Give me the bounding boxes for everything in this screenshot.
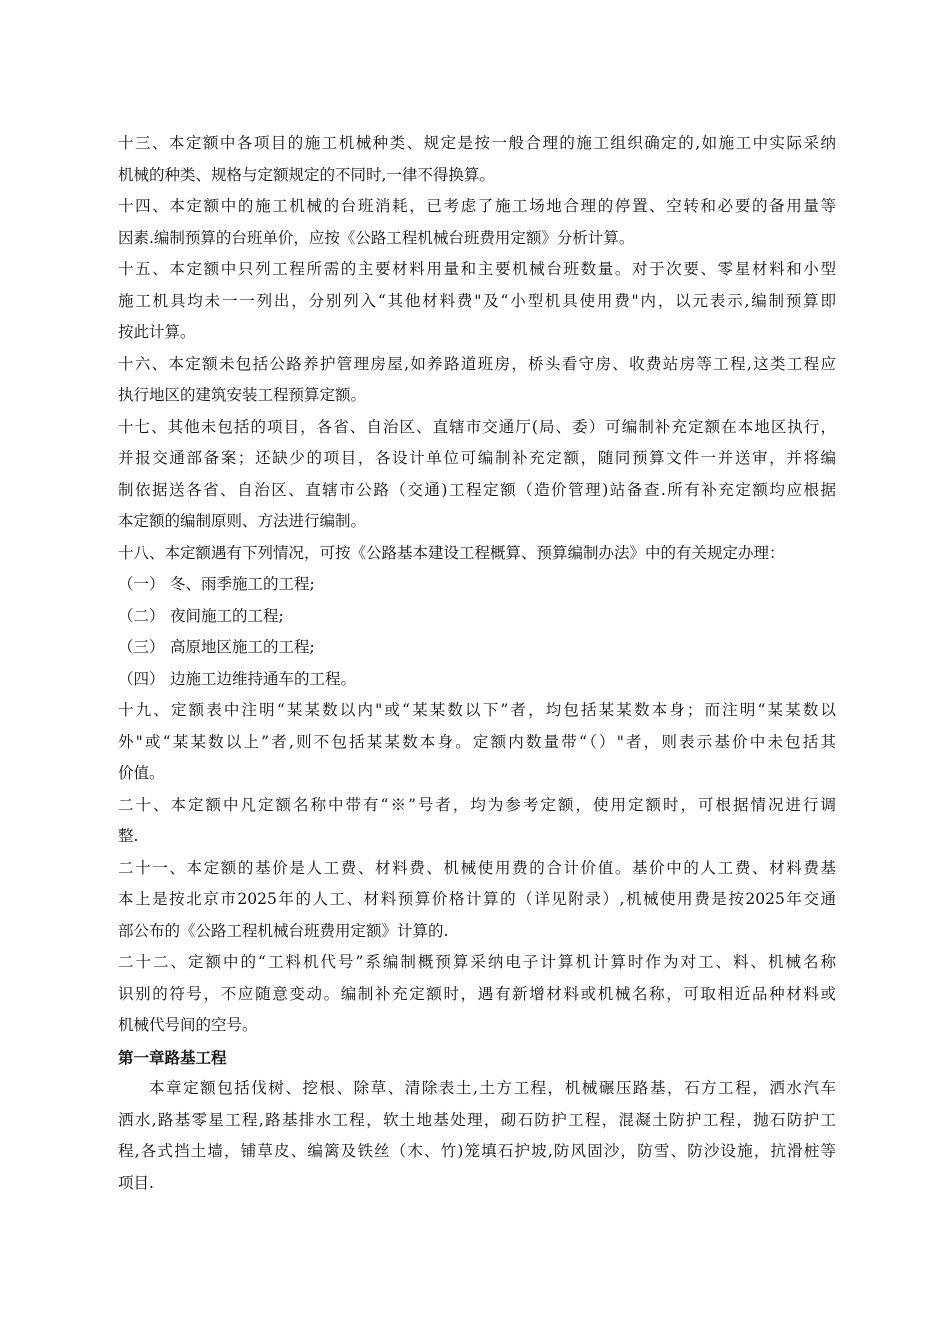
text-line: 洒水,路基零星工程,路基排水工程，软土地基处理，砌石防护工程，混凝土防护工程，抛石防护工 [118,1110,836,1129]
text-line: 部公布的《公路工程机械台班费用定额》计算的. [118,921,449,940]
list-item-number: （二） [118,606,165,625]
clause-16 [118,349,836,412]
text-line: 二十二、定额中的“工料机代号”系编制概预算采纳电子计算机计算时作为对工、料、机械名称 [118,953,836,971]
list-item-text: 冬、雨季施工的工程; [170,575,315,593]
text-line: 机械的种类、规格与定额规定的不同时,一律不得换算。 [118,165,495,184]
list-item [118,569,836,601]
text-line: 十八、本定额遇有下列情况，可按《公路基本建设工程概算、预算编制办法》中的有关规定办理： [118,543,785,562]
clause-18 [118,538,836,570]
list-item-number: （一） [118,575,165,593]
document-page [118,128,836,1199]
text-line: 本定额的编制原则、方法进行编制。 [118,512,367,530]
text-line: 本章定额包括伐树、挖根、除草、清除表土,土方工程，机械碾压路基，石方工程，洒水汽车 [149,1079,836,1097]
clause-15 [118,254,836,349]
text-line: 价值。 [118,764,165,782]
clause-21 [118,853,836,948]
text-line: 二十、本定额中凡定额名称中带有“※”号者，均为参考定额，使用定额时，可根据情况进行调 [118,795,836,814]
text-line: 程,各式挡土墙，铺草皮、编篱及铁丝（木、竹)笼填石护坡,防风固沙，防雪、防沙设施，抗滑桩等 [118,1142,836,1160]
text-line: 因素.编制预算的台班单价，应按《公路工程机械台班费用定额》分析计算。 [118,228,635,247]
list-item-text: 高原地区施工的工程; [170,638,315,656]
text-line: 十三、本定额中各项目的施工机械种类、规定是按一般合理的施工组织确定的,如施工中实际采纳 [118,134,836,152]
chapter-heading: 第一章路基工程 [118,1047,227,1067]
clause-20 [118,790,836,853]
text-line: 二十一、本定额的基价是人工费、材料费、机械使用费的合计价值。基价中的人工费、材料费基 [118,858,836,877]
text-line: 按此计算。 [118,323,196,341]
chapter-intro [118,1073,836,1199]
text-line: 整. [118,827,139,845]
list-item-number: （三） [118,638,165,656]
list-item-text: 边施工边维持通车的工程。 [170,669,357,688]
text-line: 并报交通部备案；还缺少的项目，各设计单位可编制补充定额，随同预算文件一并送审，并将编 [118,449,836,467]
text-line: 十四、本定额中的施工机械的台班消耗，已考虑了施工场地合理的停置、空转和必要的备用量等 [118,197,836,215]
list-item-text: 夜间施工的工程; [170,606,284,625]
clause-19 [118,695,836,790]
text-line: 施工机具均未一一列出，分别列入“其他材料费"及“小型机具使用费"内，以元表示,编制预算即 [118,291,836,310]
clause-14 [118,191,836,254]
text-line: 识别的符号，不应随意变动。编制补充定额时，遇有新增材料或机械名称，可取相近品种材料或 [118,984,836,1003]
clause-13 [118,128,836,191]
text-line: 外"或“某某数以上”者,则不包括某某数本身。定额内数量带“（）"者，则表示基价中未包括其 [118,732,836,751]
text-line: 制依据送各省、自治区、直辖市公路（交通)工程定额（造价管理)站备查.所有补充定额均应根据 [118,480,836,499]
clause-17 [118,412,836,538]
text-line: 十五、本定额中只列工程所需的主要材料用量和主要机械台班数量。对于次要、零星材料和小型 [118,260,836,278]
text-line: 执行地区的建筑安装工程预算定额。 [118,386,367,404]
text-line: 十六、本定额未包括公路养护管理房屋,如养路道班房，桥头看守房、收费站房等工程,这类工程应 [118,354,836,373]
text-line: 本上是按北京市2025年的人工、材料预算价格计算的（详见附录）,机械使用费是按2025年交通 [118,890,836,908]
text-line: 机械代号间的空号。 [118,1016,258,1034]
text-line: 十七、其他未包括的项目，各省、自治区、直辖市交通厅(局、委）可编制补充定额在本地区执行， [118,417,836,436]
list-item [118,664,836,696]
clause-22 [118,947,836,1042]
list-item [118,632,836,664]
text-line: 项目. [118,1173,154,1192]
list-item-number: （四） [118,669,165,688]
list-item [118,601,836,633]
text-line: 十九、定额表中注明“某某数以内"或“某某数以下”者，均包括某某数本身；而注明“某某数以 [118,701,836,719]
